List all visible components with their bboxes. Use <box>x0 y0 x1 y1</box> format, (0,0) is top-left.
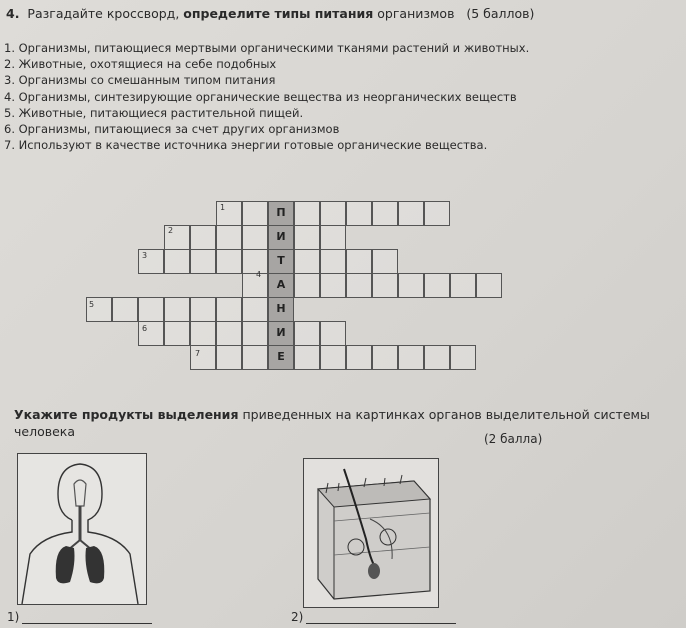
crossword-cell[interactable] <box>190 321 216 346</box>
crossword-clue-number: 1 <box>220 203 226 212</box>
crossword-cell[interactable] <box>294 249 320 274</box>
crossword-cell[interactable] <box>294 201 320 226</box>
crossword-key-cell[interactable] <box>268 225 294 250</box>
crossword-cell[interactable] <box>346 201 372 226</box>
section2-line2: человека <box>14 424 75 439</box>
crossword-clue-number: 3 <box>142 251 148 260</box>
crossword-cell[interactable] <box>216 297 242 322</box>
crossword-cell[interactable] <box>190 345 216 370</box>
crossword-cell[interactable] <box>242 201 268 226</box>
clue-7: 7. Используют в качестве источника энергии готовые органические вещества. <box>4 138 488 153</box>
crossword-key-letter: А <box>276 278 286 291</box>
crossword-key-cell[interactable] <box>268 249 294 274</box>
task-bold: определите типы питания <box>183 6 374 21</box>
crossword-cell[interactable] <box>242 225 268 250</box>
crossword-cell[interactable] <box>164 321 190 346</box>
crossword-cell[interactable] <box>242 321 268 346</box>
task-number: 4. <box>6 6 20 21</box>
crossword-cell[interactable] <box>346 345 372 370</box>
crossword-cell[interactable] <box>164 249 190 274</box>
crossword-cell[interactable] <box>346 249 372 274</box>
answer-1-line[interactable] <box>22 623 152 624</box>
crossword-cell[interactable] <box>424 345 450 370</box>
crossword-cell[interactable] <box>138 297 164 322</box>
crossword-cell[interactable] <box>164 297 190 322</box>
crossword-cell[interactable] <box>320 321 346 346</box>
answer-2-line[interactable] <box>306 623 456 624</box>
crossword-cell[interactable] <box>372 249 398 274</box>
crossword-cell[interactable] <box>216 321 242 346</box>
crossword-cell[interactable] <box>372 273 398 298</box>
clue-1: 1. Организмы, питающиеся мертвыми органическими тканями растений и животных. <box>4 41 530 55</box>
answer-1-label: 1) <box>7 610 20 624</box>
crossword-cell[interactable] <box>216 225 242 250</box>
clue-2: 2. Животные, охотящиеся на себе подобных <box>4 57 277 72</box>
crossword-key-letter: Т <box>277 254 285 267</box>
crossword-cell[interactable] <box>242 345 268 370</box>
clue-6: 6. Организмы, питающиеся за счет других организмов <box>4 122 340 137</box>
crossword-cell[interactable] <box>320 201 346 226</box>
crossword-clue-number: 7 <box>195 349 201 358</box>
clue-4: 4. Организмы, синтезирующие органические вещества из неорганических веществ <box>4 89 517 104</box>
crossword-clue-number: 4 <box>256 270 262 279</box>
clue-list <box>4 40 529 153</box>
crossword-cell[interactable] <box>372 345 398 370</box>
crossword-cell[interactable] <box>372 201 398 226</box>
crossword-cell[interactable] <box>190 297 216 322</box>
clue-5: 5. Животные, питающиеся растительной пищей. <box>4 105 304 120</box>
crossword-cell[interactable] <box>190 225 216 250</box>
crossword-cell[interactable] <box>320 225 346 250</box>
crossword-key-cell[interactable] <box>268 273 294 298</box>
crossword-key-letter: И <box>276 326 286 339</box>
crossword-key-cell[interactable] <box>268 297 294 322</box>
crossword-cell[interactable] <box>320 249 346 274</box>
crossword-cell[interactable] <box>398 345 424 370</box>
task-heading <box>6 6 534 21</box>
crossword-clue-number: 5 <box>89 300 95 309</box>
crossword-cell[interactable] <box>320 345 346 370</box>
crossword-cell[interactable] <box>242 273 268 298</box>
answer-2-label: 2) <box>291 610 304 624</box>
crossword-key-letter: П <box>276 206 286 219</box>
crossword-cell[interactable] <box>398 273 424 298</box>
crossword-cell[interactable] <box>294 273 320 298</box>
crossword-cell[interactable] <box>450 345 476 370</box>
clue-3: 3. Организмы со смешанным типом питания <box>4 73 276 88</box>
crossword-key-letter: Е <box>277 350 285 363</box>
task-tail: организмов <box>373 6 455 21</box>
crossword-cell[interactable] <box>294 345 320 370</box>
crossword-cell[interactable] <box>346 273 372 298</box>
crossword-cell[interactable] <box>112 297 138 322</box>
section2-text: приведенных на картинках органов выделительной системы <box>238 407 650 422</box>
crossword-cell[interactable] <box>294 321 320 346</box>
section2-bold: Укажите продукты выделения <box>14 407 239 422</box>
task-intro: Разгадайте кроссворд, <box>27 6 184 21</box>
skin-section-image <box>303 458 439 608</box>
crossword-cell[interactable] <box>242 249 268 274</box>
section2-heading <box>14 406 650 440</box>
crossword-clue-number: 6 <box>142 324 148 333</box>
crossword-key-cell[interactable] <box>268 201 294 226</box>
crossword-cell[interactable] <box>476 273 502 298</box>
crossword-key-letter: Н <box>276 302 286 315</box>
respiratory-system-image <box>17 453 147 605</box>
crossword-cell[interactable] <box>424 201 450 226</box>
crossword-key-cell[interactable] <box>268 345 294 370</box>
crossword-cell[interactable] <box>216 345 242 370</box>
crossword-key-cell[interactable] <box>268 321 294 346</box>
section2-points: (2 балла) <box>484 432 543 446</box>
crossword-cell[interactable] <box>294 225 320 250</box>
crossword-cell[interactable] <box>216 249 242 274</box>
task-points: (5 баллов) <box>466 6 535 21</box>
crossword-cell[interactable] <box>320 273 346 298</box>
crossword-clue-number: 2 <box>168 226 174 235</box>
crossword-cell[interactable] <box>398 201 424 226</box>
crossword-cell[interactable] <box>242 297 268 322</box>
crossword-cell[interactable] <box>424 273 450 298</box>
crossword-cell[interactable] <box>190 249 216 274</box>
crossword-key-letter: И <box>276 230 286 243</box>
crossword-cell[interactable] <box>450 273 476 298</box>
